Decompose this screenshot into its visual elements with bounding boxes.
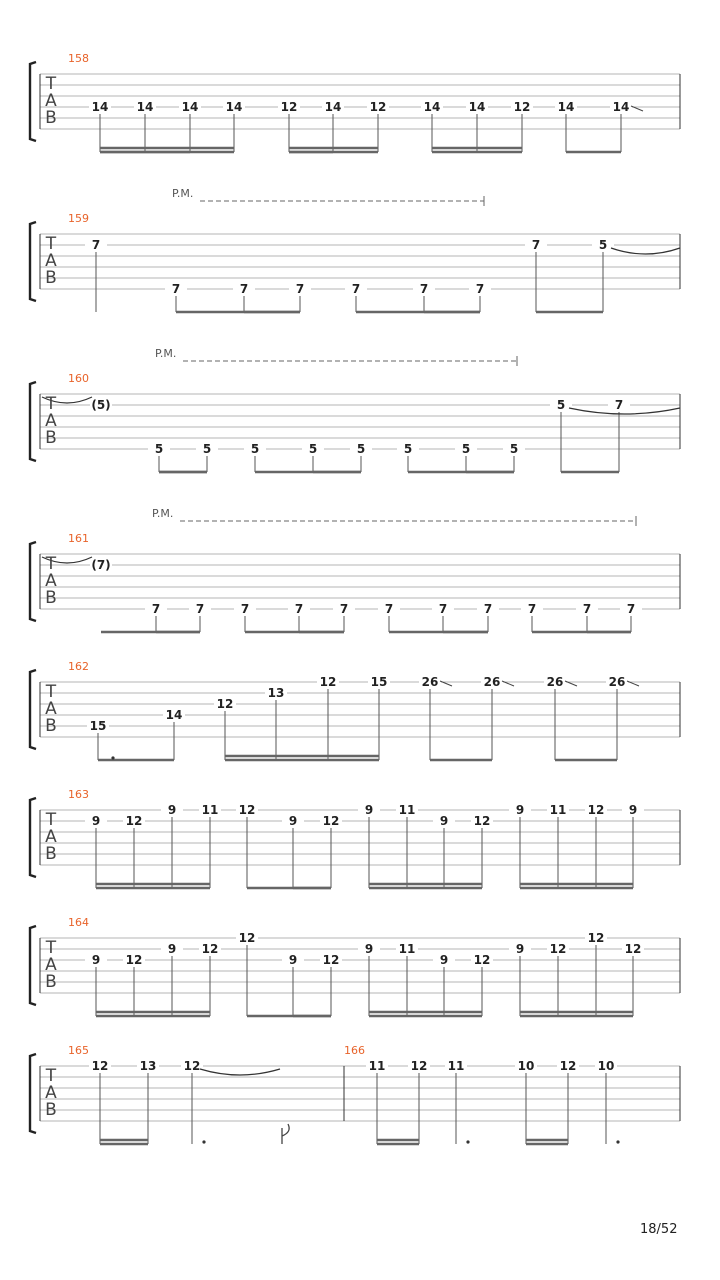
tab-note <box>320 953 342 1016</box>
rhythm-dot <box>111 756 114 759</box>
measure-number: 160 <box>68 372 89 385</box>
tab-note <box>85 953 107 1016</box>
fret-number: 10 <box>597 1059 615 1073</box>
measure-number: 166 <box>344 1044 365 1057</box>
fret-number: 7 <box>339 602 349 616</box>
tab-note <box>455 442 477 472</box>
tab-note <box>85 814 107 888</box>
tie-curve <box>200 1069 280 1075</box>
tab-note <box>471 814 493 888</box>
fret-number: 14 <box>136 100 154 114</box>
tab-note <box>90 558 112 572</box>
fret-number: 7 <box>419 282 429 296</box>
tab-note <box>85 238 107 312</box>
fret-number: 9 <box>167 803 177 817</box>
tab-note <box>123 814 145 888</box>
tab-note <box>515 1059 537 1144</box>
tab-note <box>333 602 355 632</box>
measure-number: 162 <box>68 660 89 673</box>
tab-clef-letter: B <box>45 972 57 992</box>
fret-number: 9 <box>515 803 525 817</box>
tab-system <box>30 926 680 1016</box>
fret-number: 7 <box>483 602 493 616</box>
fret-number: 9 <box>91 814 101 828</box>
fret-number: 7 <box>351 282 361 296</box>
fret-number: 5 <box>356 442 366 456</box>
tab-note <box>503 442 525 472</box>
fret-number: 7 <box>239 282 249 296</box>
tab-clef-letter: B <box>45 268 57 288</box>
tab-note <box>608 398 630 472</box>
fret-number: 12 <box>91 1059 109 1073</box>
tab-clef-letter: T <box>45 1066 57 1086</box>
tab-clef-letter: A <box>45 1083 57 1103</box>
tab-note <box>90 398 112 412</box>
fret-number: 12 <box>513 100 531 114</box>
tab-note <box>547 803 569 888</box>
tab-system <box>30 516 680 632</box>
fret-number: 5 <box>403 442 413 456</box>
fret-number: 5 <box>308 442 318 456</box>
fret-number: 12 <box>125 814 143 828</box>
tab-clef-letter: T <box>45 938 57 958</box>
tab-note <box>622 803 644 888</box>
tab-note <box>466 100 488 152</box>
fret-number: 9 <box>364 942 374 956</box>
tab-note <box>606 675 628 760</box>
measure-number: 163 <box>68 788 89 801</box>
tab-note <box>521 602 543 632</box>
fret-number: 9 <box>167 942 177 956</box>
tab-clef-letter: T <box>45 74 57 94</box>
fret-number: 12 <box>125 953 143 967</box>
tab-note <box>165 282 187 312</box>
fret-number: 14 <box>165 708 183 722</box>
fret-number: 11 <box>398 942 416 956</box>
tab-note <box>511 100 533 152</box>
fret-number: 7 <box>295 282 305 296</box>
fret-number: 5 <box>202 442 212 456</box>
tab-note <box>214 697 236 760</box>
tab-note <box>196 442 218 472</box>
fret-number: 7 <box>531 238 541 252</box>
fret-number: 9 <box>628 803 638 817</box>
palm-mute-label: P.M. <box>152 507 174 520</box>
tab-note <box>189 602 211 632</box>
tab-note <box>282 814 304 888</box>
fret-number: 7 <box>151 602 161 616</box>
tab-clef-letter: T <box>45 234 57 254</box>
tab-system <box>30 798 680 888</box>
tab-note <box>236 931 258 1016</box>
tab-note <box>322 100 344 152</box>
fret-number: 12 <box>238 931 256 945</box>
tab-note <box>421 100 443 152</box>
fret-number: 26 <box>483 675 501 689</box>
tab-clef-letter: A <box>45 827 57 847</box>
tab-note <box>317 675 339 760</box>
measure-number: 158 <box>68 52 89 65</box>
tab-note <box>555 100 577 152</box>
tab-note <box>148 442 170 472</box>
fret-number: 12 <box>216 697 234 711</box>
fret-number: 14 <box>181 100 199 114</box>
system-bracket <box>30 926 36 1005</box>
tab-clef-letter: A <box>45 699 57 719</box>
fret-number: 15 <box>89 719 107 733</box>
fret-number: 7 <box>438 602 448 616</box>
tab-note <box>396 942 418 1016</box>
fret-number: 12 <box>549 942 567 956</box>
tab-clef-letter: B <box>45 108 57 128</box>
rhythm-dot <box>202 1140 205 1143</box>
fret-number: 5 <box>461 442 471 456</box>
fret-number: 5 <box>556 398 566 412</box>
tab-note <box>433 953 455 1016</box>
fret-number: 12 <box>587 931 605 945</box>
system-bracket <box>30 1054 36 1133</box>
fret-number: 12 <box>587 803 605 817</box>
tab-note <box>234 602 256 632</box>
fret-number: 15 <box>370 675 388 689</box>
fret-number: 12 <box>624 942 642 956</box>
fret-number: 12 <box>238 803 256 817</box>
tab-note <box>557 1059 579 1144</box>
fret-number: 12 <box>201 942 219 956</box>
tab-note <box>396 803 418 888</box>
system-bracket <box>30 62 36 141</box>
tab-note <box>233 282 255 312</box>
fret-number: 13 <box>139 1059 157 1073</box>
tab-note <box>397 442 419 472</box>
fret-number: 5 <box>598 238 608 252</box>
tab-clef-letter: T <box>45 394 57 414</box>
tab-clef-letter: A <box>45 91 57 111</box>
tab-note <box>265 686 287 760</box>
tab-note <box>137 1059 159 1144</box>
tab-note <box>445 1059 467 1144</box>
fret-number: 9 <box>364 803 374 817</box>
measure-number: 161 <box>68 532 89 545</box>
tab-note <box>345 282 367 312</box>
tab-note <box>509 803 531 888</box>
fret-number: 12 <box>473 814 491 828</box>
fret-number: 26 <box>546 675 564 689</box>
tab-note <box>278 100 300 152</box>
fret-number: 14 <box>423 100 441 114</box>
fret-number: 13 <box>267 686 285 700</box>
fret-number: 9 <box>439 953 449 967</box>
tab-note <box>408 1059 430 1144</box>
tab-note <box>134 100 156 152</box>
palm-mute-label: P.M. <box>155 347 177 360</box>
fret-number: 10 <box>517 1059 535 1073</box>
system-bracket <box>30 382 36 461</box>
fret-number: 7 <box>171 282 181 296</box>
fret-number: 11 <box>368 1059 386 1073</box>
tie-curve <box>611 248 680 254</box>
fret-number: 7 <box>626 602 636 616</box>
tab-note <box>622 942 644 1016</box>
tab-system <box>30 62 680 152</box>
fret-number: 12 <box>473 953 491 967</box>
fret-number: 11 <box>201 803 219 817</box>
tab-note <box>469 282 491 312</box>
tab-clef-letter: T <box>45 554 57 574</box>
tab-clef-letter: T <box>45 682 57 702</box>
fret-number: 7 <box>384 602 394 616</box>
measure-number: 159 <box>68 212 89 225</box>
fret-number: 14 <box>557 100 575 114</box>
tab-note <box>433 814 455 888</box>
tab-note <box>509 942 531 1016</box>
fret-number: 7 <box>195 602 205 616</box>
fret-number: 12 <box>280 100 298 114</box>
fret-number: 7 <box>582 602 592 616</box>
fret-number: 5 <box>250 442 260 456</box>
fret-number: 11 <box>447 1059 465 1073</box>
tab-system <box>30 1054 680 1144</box>
fret-number: 7 <box>527 602 537 616</box>
tab-clef-letter: A <box>45 251 57 271</box>
measure-number: 165 <box>68 1044 89 1057</box>
fret-number: 26 <box>421 675 439 689</box>
rhythm-dot <box>616 1140 619 1143</box>
tab-clef-letter: B <box>45 716 57 736</box>
fret-number: 9 <box>439 814 449 828</box>
fret-number: 12 <box>322 814 340 828</box>
fret-number: 12 <box>322 953 340 967</box>
fret-number: 7 <box>475 282 485 296</box>
tab-clef-letter: T <box>45 810 57 830</box>
tab-clef-letter: B <box>45 1100 57 1120</box>
tab-note <box>585 803 607 888</box>
tab-note <box>179 100 201 152</box>
tab-note <box>199 803 221 888</box>
tab-clef-letter: B <box>45 588 57 608</box>
tab-note <box>550 398 572 472</box>
tab-note <box>320 814 342 888</box>
tab-note <box>223 100 245 152</box>
fret-number: 9 <box>288 953 298 967</box>
tab-note <box>282 953 304 1016</box>
tab-note <box>368 675 390 760</box>
tab-note <box>547 942 569 1016</box>
fret-number: 9 <box>288 814 298 828</box>
tab-note <box>123 953 145 1016</box>
fret-number: 12 <box>559 1059 577 1073</box>
tab-note <box>161 942 183 1016</box>
fret-number: 14 <box>612 100 630 114</box>
fret-number: 26 <box>608 675 626 689</box>
tab-note <box>576 602 598 632</box>
rest-flag <box>282 1124 289 1144</box>
tab-note <box>87 719 109 760</box>
fret-number: 9 <box>91 953 101 967</box>
tab-note <box>378 602 400 632</box>
tab-note <box>145 602 167 632</box>
tab-clef-letter: B <box>45 844 57 864</box>
fret-number: 9 <box>515 942 525 956</box>
fret-number: 12 <box>410 1059 428 1073</box>
system-bracket <box>30 542 36 621</box>
palm-mute-label: P.M. <box>172 187 194 200</box>
tab-note <box>289 282 311 312</box>
system-bracket <box>30 222 36 301</box>
tab-clef-letter: A <box>45 571 57 591</box>
tab-note <box>358 803 380 888</box>
page-number: 18/52 <box>640 1222 678 1237</box>
tab-note <box>544 675 566 760</box>
tab-note <box>163 708 185 760</box>
fret-number: 5 <box>154 442 164 456</box>
tab-note <box>367 100 389 152</box>
fret-number: 5 <box>509 442 519 456</box>
fret-number: 12 <box>183 1059 201 1073</box>
tab-note <box>419 675 441 760</box>
fret-number: 7 <box>240 602 250 616</box>
tab-note <box>358 942 380 1016</box>
fret-number: (5) <box>91 398 111 412</box>
tab-note <box>525 238 547 312</box>
tab-system <box>30 196 680 312</box>
tab-note <box>585 931 607 1016</box>
tab-note <box>592 238 614 312</box>
tab-clef-letter: A <box>45 955 57 975</box>
fret-number: 14 <box>324 100 342 114</box>
tab-clef-letter: B <box>45 428 57 448</box>
fret-number: 11 <box>398 803 416 817</box>
rhythm-dot <box>466 1140 469 1143</box>
tab-note <box>471 953 493 1016</box>
tab-note <box>432 602 454 632</box>
tab-note <box>595 1059 617 1144</box>
tab-note <box>366 1059 388 1144</box>
tab-note <box>89 100 111 152</box>
fret-number: 12 <box>319 675 337 689</box>
tab-system <box>30 356 680 472</box>
fret-number: 14 <box>225 100 243 114</box>
tab-note <box>244 442 266 472</box>
tab-note <box>161 803 183 888</box>
tab-note <box>610 100 632 152</box>
tab-note <box>199 942 221 1016</box>
tab-note <box>481 675 503 760</box>
fret-number: 14 <box>91 100 109 114</box>
fret-number: 11 <box>549 803 567 817</box>
tab-note <box>620 602 642 632</box>
measure-number: 164 <box>68 916 89 929</box>
fret-number: (7) <box>91 558 111 572</box>
fret-number: 7 <box>614 398 624 412</box>
fret-number: 7 <box>294 602 304 616</box>
fret-number: 12 <box>369 100 387 114</box>
fret-number: 14 <box>468 100 486 114</box>
tab-clef-letter: A <box>45 411 57 431</box>
tab-note <box>413 282 435 312</box>
fret-number: 7 <box>91 238 101 252</box>
tab-note <box>350 442 372 472</box>
tab-note <box>477 602 499 632</box>
system-bracket <box>30 670 36 749</box>
tab-note <box>236 803 258 888</box>
system-bracket <box>30 798 36 877</box>
tab-note <box>89 1059 111 1144</box>
tab-note <box>181 1059 203 1144</box>
tab-system <box>30 670 680 760</box>
tab-note <box>288 602 310 632</box>
tab-note <box>302 442 324 472</box>
